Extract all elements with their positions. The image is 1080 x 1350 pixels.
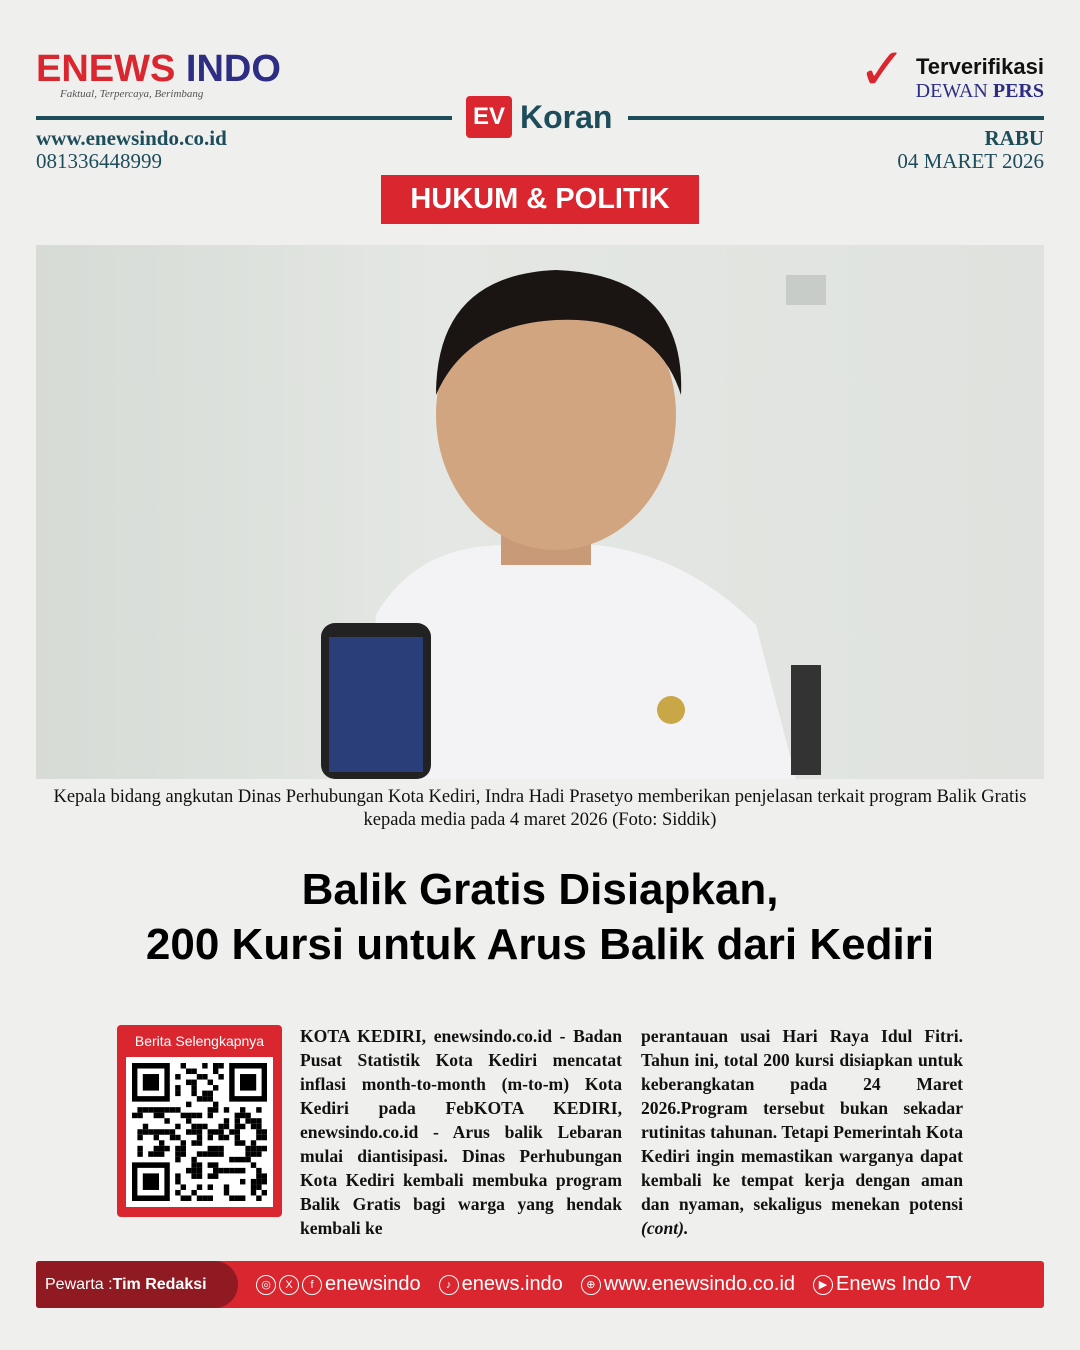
verified-badge: Terverifikasi DEWAN PERS — [915, 54, 1044, 102]
qr-label: Berita Selengkapnya — [134, 1033, 265, 1049]
globe-icon: ⊕ — [581, 1275, 601, 1295]
article-column-1: KOTA KEDIRI, enewsindo.co.id - Badan Pusat Statistik Kota Kediri mencatat inflasi month-to-month (m-to-m) Kota Kediri pada FebKOTA KEDIRI, enewsindo.co.id - Arus balik Lebaran mulai diantisipasi. Dinas Perhubungan Kota Kediri kembali membuka program Balik Gratis bagi warga yang hendak kembali ke — [300, 1026, 622, 1238]
facebook-icon: f — [302, 1275, 322, 1295]
divider — [628, 116, 1044, 120]
tiktok-icon: ♪ — [439, 1275, 459, 1295]
tagline: Faktual, Terpercaya, Berimbang — [60, 88, 204, 100]
x-icon: X — [279, 1275, 299, 1295]
person-photo-illustration — [36, 245, 1044, 779]
reporter: Pewarta : Tim Redaksi — [36, 1261, 238, 1308]
social-links[interactable]: ◎ X f enewsindo — [256, 1273, 421, 1296]
qr-code[interactable] — [126, 1057, 273, 1207]
instagram-icon: ◎ — [256, 1275, 276, 1295]
news-photo — [36, 245, 1044, 779]
edition-badge: EV Koran — [460, 96, 618, 138]
qr-code-box[interactable] — [117, 1025, 282, 1217]
tiktok-link[interactable]: ♪ enews.indo — [439, 1273, 563, 1296]
continued-marker: (cont). — [641, 1218, 689, 1238]
youtube-icon: ▶ — [813, 1275, 833, 1295]
footer-bar — [36, 1261, 1044, 1308]
divider — [36, 116, 452, 120]
date: 04 MARET 2026 — [897, 149, 1044, 173]
day: RABU — [984, 126, 1044, 150]
article-column-2: perantauan usai Hari Raya Idul Fitri. Tahun ini, total 200 kursi disiapkan untuk keberangkatan pada 24 Maret 2026.Program tersebut bukan sekadar rutinitas tahunan. Tetapi Pemerintah Kota Kediri ingin memastikan warganya dapat kembali ke tempat kerja dengan aman dan nyaman, sekaligus menekan potensi (cont). — [641, 1026, 963, 1238]
youtube-link[interactable]: ▶ Enews Indo TV — [813, 1273, 971, 1296]
checkmark-icon: ✓ — [858, 35, 907, 103]
ev-logo: EV — [466, 96, 512, 138]
headline: Balik Gratis Disiapkan, 200 Kursi untuk Arus Balik dari Kediri — [145, 865, 935, 969]
photo-caption: Kepala bidang angkutan Dinas Perhubungan Kota Kediri, Indra Hadi Prasetyo memberikan penjelasan terkait program Balik Gratis kepada media pada 4 maret 2026 (Foto: Siddik) — [53, 787, 1027, 830]
website[interactable]: www.enewsindo.co.id — [36, 126, 227, 150]
category-badge: HUKUM & POLITIK — [381, 175, 699, 224]
website-link[interactable]: ⊕ www.enewsindo.co.id — [581, 1273, 795, 1296]
phone: 081336448999 — [36, 149, 162, 173]
brand-logo: ENEWS INDO — [36, 48, 281, 90]
